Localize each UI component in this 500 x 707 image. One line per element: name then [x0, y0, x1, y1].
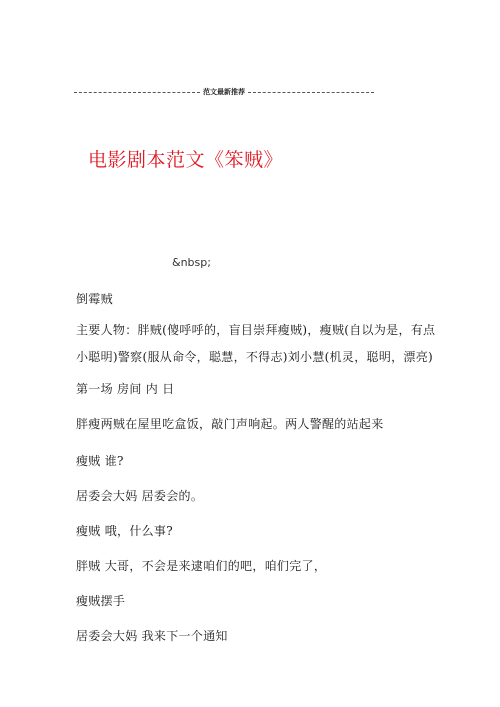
entity-text: &nbsp;: [172, 256, 211, 269]
document-title: 电影剧本范文《笨贼》: [88, 149, 284, 171]
body-line: 瘦贼 哦，什么事?: [76, 524, 173, 538]
body-line: 胖贼 大哥，不会是来逮咱们的吧，咱们完了，: [76, 559, 327, 573]
body-line: 胖瘦两贼在屋里吃盒饭，敲门声响起。两人警醒的站起来: [76, 417, 384, 431]
header-rule-left: [74, 92, 200, 93]
body-line: 居委会大妈 我来下一个通知: [76, 629, 228, 643]
body-line: 居委会大妈 居委会的。: [76, 489, 204, 503]
body-line: 主要人物：胖贼(傻呼呼的，盲目崇拜瘦贼)，瘦贼(自以为是，有点: [76, 323, 436, 337]
page-header: [74, 86, 374, 98]
header-rule-right: [248, 92, 374, 93]
body-line: 瘦贼 谁?: [76, 454, 124, 468]
body-line: 瘦贼摆手: [76, 594, 126, 608]
body-line: 小聪明)警察(服从命令，聪慧，不得志)刘小慧(机灵，聪明，漂亮): [76, 350, 434, 364]
body-line: 倒霉贼: [76, 292, 113, 306]
header-label: 范文最新推荐: [203, 88, 245, 96]
body-line: 第一场 房间 内 日: [76, 382, 175, 396]
